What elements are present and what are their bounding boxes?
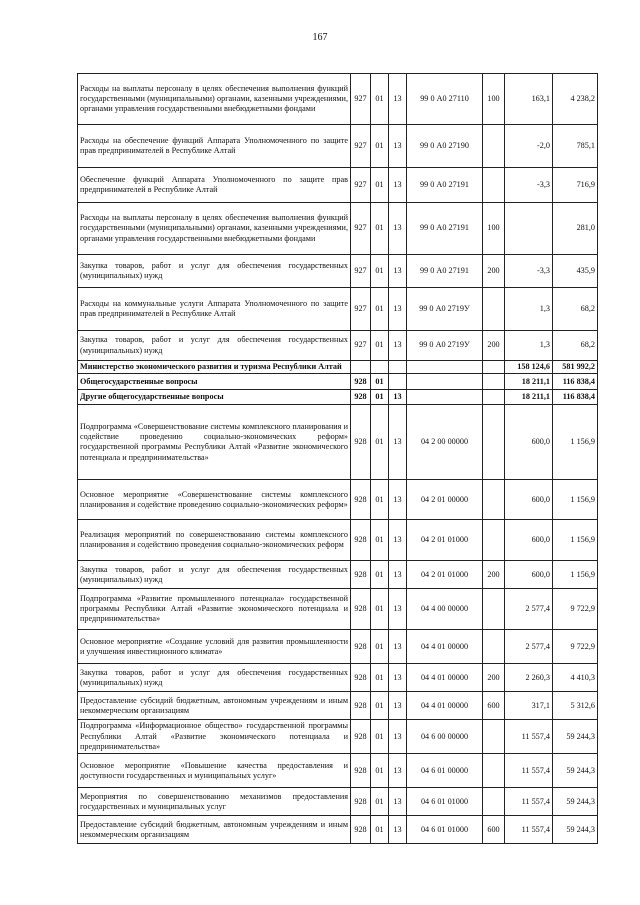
ministry-code-cell: 928	[351, 405, 371, 480]
expense-type-cell	[483, 390, 505, 405]
expense-type-cell: 600	[483, 692, 505, 720]
expense-type-cell: 100	[483, 74, 505, 125]
ministry-code-cell: 927	[351, 168, 371, 203]
expense-type-cell	[483, 589, 505, 630]
amount-change-cell: 11 557,4	[505, 816, 553, 844]
amount-change-cell	[505, 203, 553, 255]
amount-change-cell: 18 211,1	[505, 374, 553, 390]
expense-name-cell: Закупка товаров, работ и услуг для обеспечения государственных (муниципальных) нужд	[78, 561, 351, 589]
subsection-code-cell: 13	[389, 480, 407, 520]
expense-name-cell: Министерство экономического развития и туризма Республики Алтай	[78, 361, 351, 374]
target-article-cell	[407, 374, 483, 390]
expense-type-cell: 200	[483, 664, 505, 692]
section-code-cell: 01	[371, 754, 389, 788]
section-code-cell: 01	[371, 589, 389, 630]
expense-type-cell	[483, 480, 505, 520]
ministry-code-cell: 928	[351, 816, 371, 844]
expense-type-cell	[483, 168, 505, 203]
table-row	[78, 754, 598, 788]
amount-total-cell: 4 238,2	[553, 74, 598, 125]
expense-name-cell: Закупка товаров, работ и услуг для обеспечения государственных (муниципальных) нужд	[78, 331, 351, 361]
table-row	[78, 374, 598, 390]
subsection-code-cell: 13	[389, 589, 407, 630]
expense-name-cell: Подпрограмма «Информационное общество» государственной программы Республики Алтай «Развитие экономического потенциала и предпринимательства»	[78, 720, 351, 754]
amount-change-cell: 18 211,1	[505, 390, 553, 405]
subsection-code-cell: 13	[389, 692, 407, 720]
table-row	[78, 561, 598, 589]
subsection-code-cell: 13	[389, 720, 407, 754]
table-row	[78, 692, 598, 720]
target-article-cell: 99 0 А0 27191	[407, 255, 483, 288]
ministry-code-cell: 928	[351, 664, 371, 692]
ministry-code-cell: 927	[351, 255, 371, 288]
amount-change-cell: 2 577,4	[505, 589, 553, 630]
section-code-cell: 01	[371, 288, 389, 331]
amount-total-cell: 59 244,3	[553, 754, 598, 788]
table-row	[78, 480, 598, 520]
amount-change-cell: 600,0	[505, 405, 553, 480]
expense-name-cell: Основное мероприятие «Повышение качества предоставления и доступности государственных и муниципальных услуг»	[78, 754, 351, 788]
amount-change-cell: 2 260,3	[505, 664, 553, 692]
section-code-cell: 01	[371, 520, 389, 561]
amount-total-cell: 785,1	[553, 125, 598, 168]
amount-total-cell: 59 244,3	[553, 788, 598, 816]
expense-name-cell: Общегосударственные вопросы	[78, 374, 351, 390]
ministry-code-cell: 928	[351, 480, 371, 520]
expense-type-cell: 200	[483, 561, 505, 589]
section-code-cell	[371, 361, 389, 374]
expense-type-cell	[483, 361, 505, 374]
page-number: 167	[312, 32, 328, 43]
target-article-cell: 99 0 А0 27191	[407, 203, 483, 255]
amount-total-cell: 5 312,6	[553, 692, 598, 720]
section-code-cell: 01	[371, 331, 389, 361]
expense-name-cell: Расходы на коммунальные услуги Аппарата Уполномоченного по защите прав предпринимателей в Республике Алтай	[78, 288, 351, 331]
subsection-code-cell: 13	[389, 405, 407, 480]
section-code-cell: 01	[371, 390, 389, 405]
ministry-code-cell: 928	[351, 788, 371, 816]
amount-total-cell: 4 410,3	[553, 664, 598, 692]
amount-total-cell: 59 244,3	[553, 816, 598, 844]
ministry-code-cell: 928	[351, 374, 371, 390]
amount-change-cell: 1,3	[505, 331, 553, 361]
target-article-cell: 04 2 00 00000	[407, 405, 483, 480]
subsection-code-cell: 13	[389, 664, 407, 692]
ministry-code-cell: 928	[351, 561, 371, 589]
table-row	[78, 816, 598, 844]
expense-name-cell: Обеспечение функций Аппарата Уполномоченного по защите прав предпринимателей в Республике Алтай	[78, 168, 351, 203]
section-code-cell: 01	[371, 720, 389, 754]
target-article-cell: 04 4 01 00000	[407, 692, 483, 720]
subsection-code-cell: 13	[389, 168, 407, 203]
ministry-code-cell: 928	[351, 630, 371, 664]
target-article-cell: 99 0 А0 2719У	[407, 288, 483, 331]
table-row	[78, 361, 598, 374]
expense-name-cell: Основное мероприятие «Совершенствование системы комплексного планирования и содействие проведению социально-экономических реформ»	[78, 480, 351, 520]
table-row	[78, 589, 598, 630]
subsection-code-cell	[389, 374, 407, 390]
amount-change-cell: 2 577,4	[505, 630, 553, 664]
ministry-code-cell: 928	[351, 720, 371, 754]
subsection-code-cell	[389, 361, 407, 374]
section-code-cell: 01	[371, 405, 389, 480]
expense-type-cell	[483, 630, 505, 664]
expense-name-cell: Другие общегосударственные вопросы	[78, 390, 351, 405]
ministry-code-cell: 928	[351, 589, 371, 630]
expense-type-cell: 100	[483, 203, 505, 255]
amount-change-cell: -3,3	[505, 255, 553, 288]
ministry-code-cell: 927	[351, 288, 371, 331]
expense-name-cell: Мероприятия по совершенствованию механизмов предоставления государственных и муниципальных услуг	[78, 788, 351, 816]
table-row	[78, 788, 598, 816]
section-code-cell: 01	[371, 692, 389, 720]
amount-change-cell: 11 557,4	[505, 788, 553, 816]
subsection-code-cell: 13	[389, 390, 407, 405]
subsection-code-cell: 13	[389, 288, 407, 331]
expense-type-cell: 200	[483, 331, 505, 361]
target-article-cell: 99 0 А0 2719У	[407, 331, 483, 361]
table-row	[78, 288, 598, 331]
subsection-code-cell: 13	[389, 520, 407, 561]
section-code-cell: 01	[371, 168, 389, 203]
ministry-code-cell: 928	[351, 390, 371, 405]
table-row	[78, 520, 598, 561]
subsection-code-cell: 13	[389, 203, 407, 255]
expense-type-cell: 600	[483, 816, 505, 844]
section-code-cell: 01	[371, 480, 389, 520]
amount-total-cell: 9 722,9	[553, 589, 598, 630]
ministry-code-cell: 928	[351, 520, 371, 561]
target-article-cell: 04 4 01 00000	[407, 630, 483, 664]
amount-change-cell: 158 124,6	[505, 361, 553, 374]
expense-name-cell: Закупка товаров, работ и услуг для обеспечения государственных (муниципальных) нужд	[78, 255, 351, 288]
expense-type-cell	[483, 288, 505, 331]
table-row	[78, 630, 598, 664]
section-code-cell: 01	[371, 74, 389, 125]
amount-total-cell: 281,0	[553, 203, 598, 255]
table-row	[78, 203, 598, 255]
subsection-code-cell: 13	[389, 255, 407, 288]
amount-total-cell: 116 838,4	[553, 374, 598, 390]
amount-change-cell: 163,1	[505, 74, 553, 125]
amount-total-cell: 1 156,9	[553, 520, 598, 561]
expense-type-cell	[483, 754, 505, 788]
ministry-code-cell: 927	[351, 331, 371, 361]
expense-type-cell	[483, 125, 505, 168]
target-article-cell	[407, 390, 483, 405]
expense-type-cell: 200	[483, 255, 505, 288]
subsection-code-cell: 13	[389, 630, 407, 664]
target-article-cell: 04 6 01 01000	[407, 788, 483, 816]
ministry-code-cell: 927	[351, 125, 371, 168]
section-code-cell: 01	[371, 788, 389, 816]
amount-total-cell: 716,9	[553, 168, 598, 203]
target-article-cell: 04 6 01 00000	[407, 754, 483, 788]
target-article-cell: 04 4 00 00000	[407, 589, 483, 630]
table-row	[78, 125, 598, 168]
section-code-cell: 01	[371, 561, 389, 589]
expense-name-cell: Расходы на выплаты персоналу в целях обеспечения выполнения функций государственными (муниципальными) органами, казенными учреждениями, органами управления государственными внебюджетными фондами	[78, 203, 351, 255]
budget-table	[77, 73, 598, 844]
target-article-cell	[407, 361, 483, 374]
amount-change-cell: -2,0	[505, 125, 553, 168]
expense-type-cell	[483, 720, 505, 754]
amount-change-cell: 11 557,4	[505, 754, 553, 788]
subsection-code-cell: 13	[389, 561, 407, 589]
table-row	[78, 331, 598, 361]
table-row	[78, 405, 598, 480]
table-row	[78, 720, 598, 754]
expense-name-cell: Реализация мероприятий по совершенствованию системы комплексного планирования и содействию проведения социально-экономических реформ	[78, 520, 351, 561]
amount-total-cell: 68,2	[553, 331, 598, 361]
section-code-cell: 01	[371, 374, 389, 390]
expense-type-cell	[483, 520, 505, 561]
ministry-code-cell	[351, 361, 371, 374]
section-code-cell: 01	[371, 664, 389, 692]
amount-total-cell: 68,2	[553, 288, 598, 331]
section-code-cell: 01	[371, 816, 389, 844]
target-article-cell: 04 2 01 01000	[407, 520, 483, 561]
ministry-code-cell: 927	[351, 203, 371, 255]
expense-name-cell: Подпрограмма «Совершенствование системы комплексного планирования и содействие проведению социально-экономических реформ» государственной программы Республики Алтай «Развитие экономического потенциала и предпринимательства»	[78, 405, 351, 480]
table-row	[78, 664, 598, 692]
section-code-cell: 01	[371, 203, 389, 255]
table-row	[78, 168, 598, 203]
ministry-code-cell: 928	[351, 692, 371, 720]
ministry-code-cell: 927	[351, 74, 371, 125]
amount-change-cell: 600,0	[505, 561, 553, 589]
subsection-code-cell: 13	[389, 816, 407, 844]
ministry-code-cell: 928	[351, 754, 371, 788]
amount-total-cell: 9 722,9	[553, 630, 598, 664]
expense-name-cell: Предоставление субсидий бюджетным, автономным учреждениям и иным некоммерческим организациям	[78, 692, 351, 720]
expense-name-cell: Основное мероприятие «Создание условий для развития промышленности и улучшения инвестиционного климата»	[78, 630, 351, 664]
amount-total-cell: 435,9	[553, 255, 598, 288]
target-article-cell: 04 4 01 00000	[407, 664, 483, 692]
section-code-cell: 01	[371, 255, 389, 288]
table-row	[78, 390, 598, 405]
expense-name-cell: Расходы на выплаты персоналу в целях обеспечения выполнения функций государственными (муниципальными) органами, казенными учреждениями, органами управления государственными внебюджетными фондами	[78, 74, 351, 125]
amount-total-cell: 1 156,9	[553, 480, 598, 520]
subsection-code-cell: 13	[389, 74, 407, 125]
amount-change-cell: 317,1	[505, 692, 553, 720]
target-article-cell: 04 6 01 01000	[407, 816, 483, 844]
target-article-cell: 99 0 А0 27191	[407, 168, 483, 203]
expense-name-cell: Предоставление субсидий бюджетным, автономным учреждениям и иным некоммерческим организациям	[78, 816, 351, 844]
amount-change-cell: 600,0	[505, 520, 553, 561]
expense-type-cell	[483, 788, 505, 816]
section-code-cell: 01	[371, 125, 389, 168]
expense-name-cell: Расходы на обеспечение функций Аппарата Уполномоченного по защите прав предпринимателей в Республике Алтай	[78, 125, 351, 168]
expense-type-cell	[483, 405, 505, 480]
amount-change-cell: 1,3	[505, 288, 553, 331]
target-article-cell: 04 6 00 00000	[407, 720, 483, 754]
amount-change-cell: -3,3	[505, 168, 553, 203]
amount-total-cell: 116 838,4	[553, 390, 598, 405]
amount-change-cell: 600,0	[505, 480, 553, 520]
target-article-cell: 99 0 А0 27190	[407, 125, 483, 168]
table-body	[78, 74, 598, 844]
amount-total-cell: 1 156,9	[553, 561, 598, 589]
expense-type-cell	[483, 374, 505, 390]
section-code-cell: 01	[371, 630, 389, 664]
target-article-cell: 99 0 А0 27110	[407, 74, 483, 125]
target-article-cell: 04 2 01 00000	[407, 480, 483, 520]
subsection-code-cell: 13	[389, 125, 407, 168]
amount-total-cell: 1 156,9	[553, 405, 598, 480]
subsection-code-cell: 13	[389, 331, 407, 361]
subsection-code-cell: 13	[389, 788, 407, 816]
table-row	[78, 74, 598, 125]
amount-total-cell: 581 992,2	[553, 361, 598, 374]
amount-change-cell: 11 557,4	[505, 720, 553, 754]
subsection-code-cell: 13	[389, 754, 407, 788]
table-row	[78, 255, 598, 288]
expense-name-cell: Подпрограмма «Развитие промышленного потенциала» государственной программы Республики Алтай «Развитие экономического потенциала и предпринимательства»	[78, 589, 351, 630]
expense-name-cell: Закупка товаров, работ и услуг для обеспечения государственных (муниципальных) нужд	[78, 664, 351, 692]
amount-total-cell: 59 244,3	[553, 720, 598, 754]
target-article-cell: 04 2 01 01000	[407, 561, 483, 589]
